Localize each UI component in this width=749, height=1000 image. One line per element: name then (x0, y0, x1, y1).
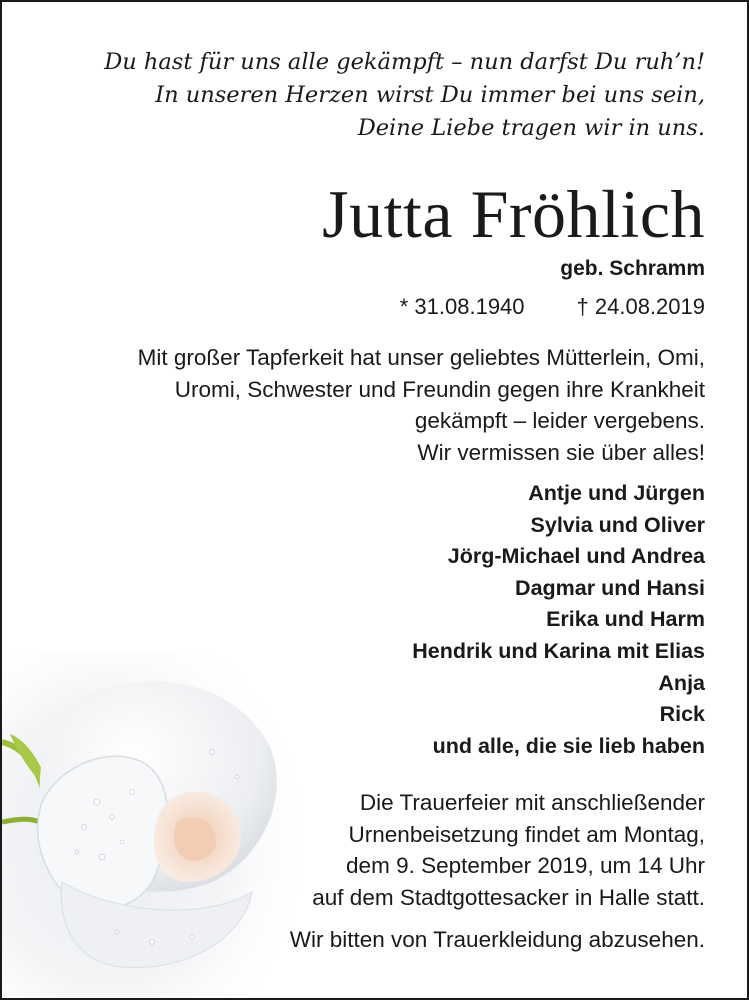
ceremony-line: Die Trauerfeier mit anschließender (359, 790, 705, 815)
memorial-verse (104, 46, 705, 145)
ceremony-line: Urnenbeisetzung findet am Montag, (348, 821, 705, 847)
announcement-line: Uromi, Schwester und Freundin gegen ihre Krankheit (174, 376, 705, 402)
ceremony-line: dem 9. September 2019, um 14 Uhr (346, 853, 705, 878)
death-date: † 24.08.2019 (576, 294, 705, 319)
mourner-entry: Antje und Jürgen (528, 481, 705, 505)
mourner-entry: und alle, die sie lieb haben (432, 733, 705, 758)
verse-line: Deine Liebe tragen wir in uns. (357, 115, 705, 141)
deceased-name: Jutta Fröhlich (322, 176, 705, 252)
mourners-list (412, 478, 705, 762)
ceremony-details (312, 787, 705, 913)
mourner-entry: Hendrik und Karina mit Elias (412, 638, 705, 663)
announcement-line: gekämpft – leider vergebens. (414, 408, 705, 433)
mourner-entry: Anja (658, 670, 705, 695)
birth-date: * 31.08.1940 (399, 294, 525, 319)
mourner-entry: Jörg-Michael und Andrea (447, 544, 705, 569)
mourner-entry: Sylvia und Oliver (530, 512, 705, 537)
announcement-text (138, 342, 705, 468)
maiden-name: geb. Schramm (560, 257, 705, 280)
announcement-line: Mit großer Tapferkeit hat unser geliebtes Mütterlein, Omi, (137, 345, 705, 370)
verse-line: In unseren Herzen wirst Du immer bei uns sein, (155, 82, 705, 108)
mourner-entry: Erika und Harm (546, 607, 705, 632)
announcement-line: Wir vermissen sie über alles! (417, 439, 705, 465)
mourner-entry: Rick (659, 702, 705, 727)
mourner-entry: Dagmar und Hansi (515, 575, 705, 600)
dress-request: Wir bitten von Trauerkleidung abzusehen. (289, 927, 705, 952)
white-rose-image (2, 652, 302, 998)
life-dates (400, 292, 705, 322)
ceremony-line: auf dem Stadtgottesacker in Halle statt. (312, 884, 705, 910)
verse-line: Du hast für uns alle gekämpft – nun darfst Du ruh’n! (104, 49, 705, 75)
